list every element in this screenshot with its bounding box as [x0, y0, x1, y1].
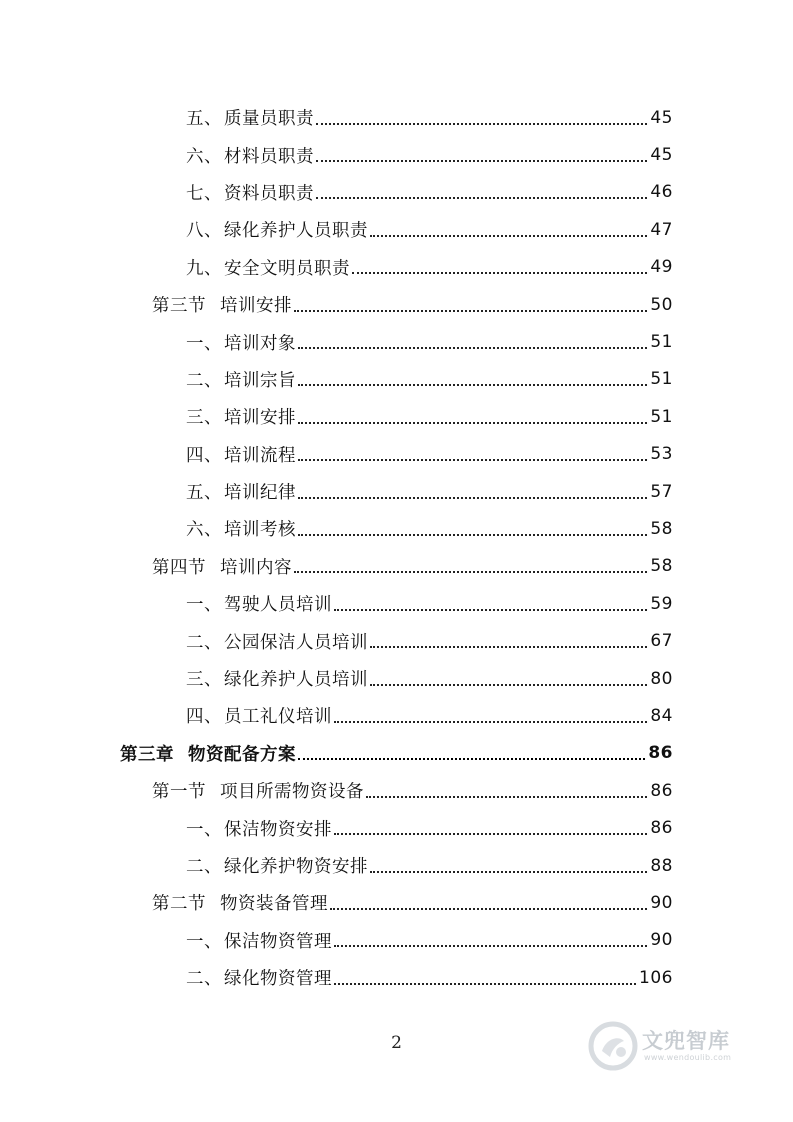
toc-entry-number: 四、	[186, 703, 224, 728]
toc-entry-title: 公园保洁人员培训	[224, 629, 370, 654]
toc-entry-title: 质量员职责	[224, 105, 316, 130]
toc-entry-page: 58	[650, 556, 673, 577]
toc-entry[interactable]	[0, 323, 793, 360]
toc-entry-number: 二、	[186, 367, 224, 392]
toc-entry[interactable]	[0, 959, 793, 996]
watermark	[588, 1017, 778, 1075]
toc-entry[interactable]	[0, 809, 793, 846]
toc-entry-page: 86	[648, 743, 673, 764]
dot-leader	[334, 609, 647, 611]
toc-entry-title: 项目所需物资设备	[220, 778, 366, 803]
toc-entry[interactable]	[0, 622, 793, 659]
toc-entry-page: 51	[650, 332, 673, 353]
toc-entry-title: 培训宗旨	[224, 367, 298, 392]
toc-entry-title: 培训安排	[220, 292, 294, 317]
dot-leader	[298, 534, 647, 536]
toc-entry-number: 四、	[186, 442, 224, 467]
toc-entry[interactable]	[0, 99, 793, 136]
toc-entry-page: 80	[650, 668, 673, 689]
toc-entry-number: 八、	[186, 217, 224, 242]
toc-entry[interactable]	[0, 361, 793, 398]
toc-entry[interactable]	[0, 286, 793, 323]
dot-leader	[334, 833, 647, 835]
toc-entry[interactable]	[0, 922, 793, 959]
toc-entry-page: 59	[650, 593, 673, 614]
toc-entry-number: 五、	[186, 479, 224, 504]
toc-entry[interactable]	[0, 735, 793, 772]
toc-entry-page: 47	[650, 219, 673, 240]
dot-leader	[298, 758, 645, 760]
toc-entry[interactable]	[0, 398, 793, 435]
toc-entry-number: 第三章	[120, 741, 176, 766]
dot-leader	[294, 310, 647, 312]
toc-entry-page: 106	[639, 967, 673, 988]
toc-entry-title: 绿化养护物资安排	[224, 853, 370, 878]
toc-entry-page: 50	[650, 294, 673, 315]
toc-entry-title: 驾驶人员培训	[224, 591, 334, 616]
toc-entry[interactable]	[0, 585, 793, 622]
toc-entry-number: 二、	[186, 629, 224, 654]
toc-entry-page: 90	[650, 892, 673, 913]
toc-entry[interactable]	[0, 473, 793, 510]
toc-entry[interactable]	[0, 548, 793, 585]
dot-leader	[352, 272, 647, 274]
toc-entry-number: 一、	[186, 816, 224, 841]
dot-leader	[334, 945, 647, 947]
toc-entry-number: 三、	[186, 404, 224, 429]
toc-entry-number: 二、	[186, 853, 224, 878]
toc-entry-number: 一、	[186, 591, 224, 616]
toc-entry-title: 物资装备管理	[220, 890, 330, 915]
toc-entry-number: 第四节	[152, 554, 208, 579]
toc-entry[interactable]	[0, 249, 793, 286]
toc-entry-title: 安全文明员职责	[224, 255, 352, 280]
toc-entry-title: 培训安排	[224, 404, 298, 429]
dot-leader	[294, 571, 647, 573]
toc-entry-title: 培训纪律	[224, 479, 298, 504]
toc-entry[interactable]	[0, 436, 793, 473]
dot-leader	[334, 721, 647, 723]
toc-entry[interactable]	[0, 211, 793, 248]
toc-entry-title: 绿化物资管理	[224, 965, 334, 990]
dot-leader	[330, 908, 647, 910]
toc-entry-number: 第一节	[152, 778, 208, 803]
toc-entry-title: 资料员职责	[224, 180, 316, 205]
toc-entry-number: 六、	[186, 143, 224, 168]
toc-entry-title: 培训流程	[224, 442, 298, 467]
toc-entry-page: 88	[650, 855, 673, 876]
toc-entry-number: 七、	[186, 180, 224, 205]
toc-entry-title: 培训考核	[224, 516, 298, 541]
toc-entry-page: 84	[650, 705, 673, 726]
dot-leader	[370, 646, 647, 648]
toc-entry-page: 53	[650, 444, 673, 465]
dot-leader	[370, 871, 647, 873]
toc-entry-title: 材料员职责	[224, 143, 316, 168]
toc-entry-title: 绿化养护人员培训	[224, 666, 370, 691]
toc-entry-title: 培训对象	[224, 330, 298, 355]
toc-entry-number: 九、	[186, 255, 224, 280]
page-number: 2	[391, 1033, 402, 1053]
dot-leader	[316, 197, 647, 199]
toc-entry[interactable]	[0, 847, 793, 884]
toc-entry[interactable]	[0, 772, 793, 809]
toc-entry-page: 46	[650, 182, 673, 203]
toc-entry[interactable]	[0, 884, 793, 921]
toc-entry-page: 57	[650, 481, 673, 502]
toc-entry[interactable]	[0, 136, 793, 173]
toc-entry-page: 51	[650, 369, 673, 390]
toc-entry-page: 67	[650, 631, 673, 652]
dot-leader	[370, 235, 647, 237]
dot-leader	[366, 796, 647, 798]
toc-entry-page: 51	[650, 406, 673, 427]
toc-entry-title: 物资配备方案	[188, 741, 298, 766]
toc-entry[interactable]	[0, 660, 793, 697]
toc-entry-page: 49	[650, 257, 673, 278]
toc-entry-page: 45	[650, 145, 673, 166]
toc-entry-title: 培训内容	[220, 554, 294, 579]
dot-leader	[298, 384, 647, 386]
toc-entry-number: 第二节	[152, 890, 208, 915]
dot-leader	[316, 160, 647, 162]
toc-entry[interactable]	[0, 174, 793, 211]
toc-entry-page: 58	[650, 518, 673, 539]
toc-entry-title: 员工礼仪培训	[224, 703, 334, 728]
table-of-contents	[0, 99, 793, 996]
toc-entry-number: 二、	[186, 965, 224, 990]
toc-entry-title: 绿化养护人员职责	[224, 217, 370, 242]
watermark-name: 文兜智库	[642, 1029, 730, 1053]
dot-leader	[298, 497, 647, 499]
wendou-logo-icon	[588, 1021, 638, 1071]
toc-entry-number: 五、	[186, 105, 224, 130]
toc-entry-page: 45	[650, 107, 673, 128]
dot-leader	[316, 123, 647, 125]
toc-entry-number: 六、	[186, 516, 224, 541]
dot-leader	[298, 422, 647, 424]
toc-entry-number: 一、	[186, 330, 224, 355]
toc-entry-title: 保洁物资管理	[224, 928, 334, 953]
dot-leader	[298, 347, 647, 349]
toc-entry-number: 第三节	[152, 292, 208, 317]
toc-entry-page: 90	[650, 930, 673, 951]
toc-entry-title: 保洁物资安排	[224, 816, 334, 841]
toc-entry-page: 86	[650, 780, 673, 801]
dot-leader	[334, 983, 636, 985]
toc-entry-number: 三、	[186, 666, 224, 691]
watermark-url: www.wendoulib.com	[644, 1053, 732, 1062]
toc-entry-number: 一、	[186, 928, 224, 953]
toc-entry[interactable]	[0, 697, 793, 734]
dot-leader	[370, 684, 647, 686]
toc-entry-page: 86	[650, 818, 673, 839]
toc-entry[interactable]	[0, 510, 793, 547]
dot-leader	[298, 459, 647, 461]
